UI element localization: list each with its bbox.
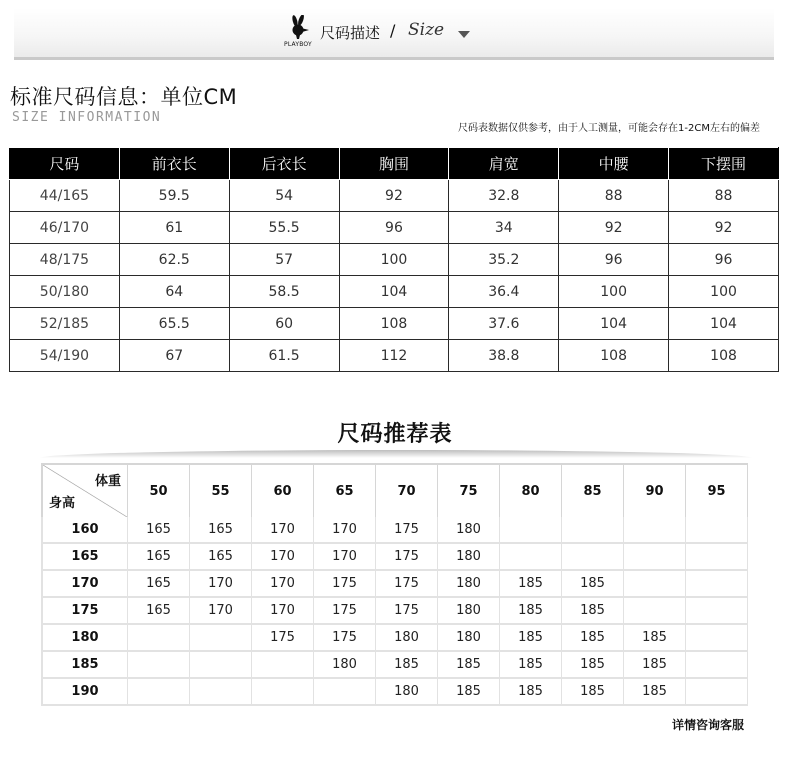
recommend-cell xyxy=(686,598,748,625)
table-cell: 34 xyxy=(449,212,559,244)
column-header: 后衣长 xyxy=(229,148,339,180)
table-cell: 32.8 xyxy=(449,180,559,212)
recommend-cell: 170 xyxy=(252,544,314,571)
recommend-cell xyxy=(190,679,252,706)
table-cell: 92 xyxy=(559,212,669,244)
size-info-subtitle: SIZE INFORMATION xyxy=(12,110,162,125)
recommend-cell: 185 xyxy=(562,598,624,625)
recommend-cell xyxy=(252,679,314,706)
recommend-cell: 165 xyxy=(128,571,190,598)
recommend-cell xyxy=(500,544,562,571)
size-table xyxy=(9,147,779,372)
weight-header: 80 xyxy=(500,463,562,517)
table-row xyxy=(10,276,779,308)
recommend-title: 尺码推荐表 xyxy=(337,422,453,447)
recommend-cell xyxy=(190,625,252,652)
recommend-cell xyxy=(686,625,748,652)
recommend-cell: 185 xyxy=(500,625,562,652)
recommend-cell xyxy=(128,625,190,652)
customer-service-note: 详情咨询客服 xyxy=(671,718,744,732)
table-cell: 44/165 xyxy=(10,180,120,212)
table-cell: 67 xyxy=(119,340,229,372)
table-cell: 92 xyxy=(669,212,779,244)
weight-header: 70 xyxy=(376,463,438,517)
chevron-down-icon xyxy=(458,31,470,38)
table-cell: 36.4 xyxy=(449,276,559,308)
recommend-cell: 185 xyxy=(562,652,624,679)
recommend-row xyxy=(41,625,748,652)
recommend-cell xyxy=(252,652,314,679)
recommend-table xyxy=(41,463,748,706)
recommend-cell: 170 xyxy=(314,517,376,544)
recommend-cell: 185 xyxy=(562,625,624,652)
table-row xyxy=(10,340,779,372)
table-cell: 112 xyxy=(339,340,449,372)
table-cell: 104 xyxy=(559,308,669,340)
recommend-cell: 165 xyxy=(190,517,252,544)
weight-header: 75 xyxy=(438,463,500,517)
table-cell: 58.5 xyxy=(229,276,339,308)
recommend-cell: 175 xyxy=(314,625,376,652)
height-axis-label: 身高 xyxy=(49,496,76,511)
recommend-row xyxy=(41,679,748,706)
size-info-title: 标准尺码信息：单位CM xyxy=(10,85,238,109)
column-header: 肩宽 xyxy=(449,148,559,180)
recommend-cell: 170 xyxy=(252,598,314,625)
recommend-cell: 180 xyxy=(438,544,500,571)
recommend-cell: 185 xyxy=(624,625,686,652)
height-header: 180 xyxy=(41,625,128,652)
column-header: 中腰 xyxy=(559,148,669,180)
recommend-cell xyxy=(562,517,624,544)
recommend-cell: 170 xyxy=(190,571,252,598)
table-cell: 64 xyxy=(119,276,229,308)
weight-header: 55 xyxy=(190,463,252,517)
recommend-cell: 180 xyxy=(376,625,438,652)
recommend-cell: 180 xyxy=(438,598,500,625)
table-cell: 88 xyxy=(559,180,669,212)
size-info-note: 尺码表数据仅供参考，由于人工测量，可能会存在1-2CM左右的偏差 xyxy=(458,123,760,134)
table-cell: 108 xyxy=(559,340,669,372)
recommend-cell xyxy=(624,544,686,571)
table-cell: 60 xyxy=(229,308,339,340)
table-cell: 62.5 xyxy=(119,244,229,276)
table-cell: 108 xyxy=(339,308,449,340)
recommend-cell: 175 xyxy=(376,517,438,544)
brand-logo-text: PLAYBOY xyxy=(284,41,312,48)
table-cell: 57 xyxy=(229,244,339,276)
weight-header: 95 xyxy=(686,463,748,517)
recommend-cell: 170 xyxy=(190,598,252,625)
recommend-cell: 170 xyxy=(314,544,376,571)
recommend-cell xyxy=(686,571,748,598)
banner-script-title: Size xyxy=(408,20,445,40)
table-cell: 61.5 xyxy=(229,340,339,372)
recommend-cell: 185 xyxy=(624,652,686,679)
recommend-cell: 165 xyxy=(128,517,190,544)
recommend-cell: 185 xyxy=(500,652,562,679)
recommend-cell xyxy=(500,517,562,544)
recommend-corner-cell xyxy=(41,463,128,517)
recommend-header-row xyxy=(41,463,748,517)
recommend-cell: 185 xyxy=(562,571,624,598)
recommend-cell: 185 xyxy=(376,652,438,679)
column-header: 下摆围 xyxy=(669,148,779,180)
table-cell: 37.6 xyxy=(449,308,559,340)
weight-header: 90 xyxy=(624,463,686,517)
recommend-cell xyxy=(128,652,190,679)
weight-header: 50 xyxy=(128,463,190,517)
table-cell: 50/180 xyxy=(10,276,120,308)
weight-header: 65 xyxy=(314,463,376,517)
recommend-cell: 170 xyxy=(252,517,314,544)
recommend-cell: 165 xyxy=(128,544,190,571)
recommend-cell xyxy=(314,679,376,706)
table-cell: 92 xyxy=(339,180,449,212)
recommend-cell: 185 xyxy=(624,679,686,706)
table-row xyxy=(10,244,779,276)
recommend-cell: 185 xyxy=(438,679,500,706)
recommend-cell: 185 xyxy=(562,679,624,706)
height-header: 165 xyxy=(41,544,128,571)
banner-title: 尺码描述 xyxy=(320,24,381,42)
banner-divider xyxy=(14,57,774,60)
recommend-row xyxy=(41,517,748,544)
recommend-cell: 165 xyxy=(190,544,252,571)
recommend-cell xyxy=(624,517,686,544)
recommend-cell xyxy=(686,679,748,706)
recommend-cell: 185 xyxy=(500,571,562,598)
recommend-cell: 175 xyxy=(314,571,376,598)
column-header: 尺码 xyxy=(10,148,120,180)
height-header: 185 xyxy=(41,652,128,679)
table-cell: 52/185 xyxy=(10,308,120,340)
weight-axis-label: 体重 xyxy=(94,474,121,489)
table-cell: 48/175 xyxy=(10,244,120,276)
table-cell: 108 xyxy=(669,340,779,372)
recommend-cell xyxy=(128,679,190,706)
recommend-cell: 165 xyxy=(128,598,190,625)
table-cell: 38.8 xyxy=(449,340,559,372)
table-cell: 59.5 xyxy=(119,180,229,212)
size-table-header-row xyxy=(10,148,779,180)
table-row xyxy=(10,180,779,212)
recommend-cell xyxy=(190,652,252,679)
recommend-cell: 170 xyxy=(252,571,314,598)
table-cell: 96 xyxy=(559,244,669,276)
table-cell: 61 xyxy=(119,212,229,244)
recommend-cell xyxy=(686,544,748,571)
table-cell: 100 xyxy=(669,276,779,308)
recommend-cell: 175 xyxy=(376,598,438,625)
recommend-row xyxy=(41,571,748,598)
height-header: 190 xyxy=(41,679,128,706)
recommend-row xyxy=(41,544,748,571)
recommend-cell xyxy=(562,544,624,571)
recommend-cell xyxy=(624,571,686,598)
recommend-cell: 175 xyxy=(376,544,438,571)
recommend-cell xyxy=(624,598,686,625)
banner-slash: / xyxy=(390,21,396,40)
recommend-cell: 180 xyxy=(438,625,500,652)
table-cell: 96 xyxy=(339,212,449,244)
recommend-cell: 175 xyxy=(252,625,314,652)
table-cell: 54/190 xyxy=(10,340,120,372)
recommend-cell: 185 xyxy=(500,598,562,625)
recommend-cell: 185 xyxy=(438,652,500,679)
recommend-cell: 185 xyxy=(500,679,562,706)
table-cell: 88 xyxy=(669,180,779,212)
table-row xyxy=(10,212,779,244)
recommend-cell: 180 xyxy=(376,679,438,706)
recommend-cell: 175 xyxy=(376,571,438,598)
recommend-cell xyxy=(686,517,748,544)
column-header: 前衣长 xyxy=(119,148,229,180)
table-cell: 55.5 xyxy=(229,212,339,244)
table-cell: 100 xyxy=(339,244,449,276)
recommend-cell xyxy=(686,652,748,679)
table-cell: 54 xyxy=(229,180,339,212)
column-header: 胸围 xyxy=(339,148,449,180)
height-header: 160 xyxy=(41,517,128,544)
table-cell: 96 xyxy=(669,244,779,276)
recommend-shadow-divider xyxy=(40,450,752,458)
recommend-cell: 180 xyxy=(438,517,500,544)
table-row xyxy=(10,308,779,340)
table-cell: 100 xyxy=(559,276,669,308)
recommend-row xyxy=(41,598,748,625)
table-cell: 46/170 xyxy=(10,212,120,244)
recommend-row xyxy=(41,652,748,679)
weight-header: 60 xyxy=(252,463,314,517)
recommend-cell: 180 xyxy=(314,652,376,679)
table-cell: 104 xyxy=(669,308,779,340)
height-header: 175 xyxy=(41,598,128,625)
table-cell: 35.2 xyxy=(449,244,559,276)
weight-header: 85 xyxy=(562,463,624,517)
height-header: 170 xyxy=(41,571,128,598)
recommend-cell: 180 xyxy=(438,571,500,598)
table-cell: 104 xyxy=(339,276,449,308)
recommend-cell: 175 xyxy=(314,598,376,625)
table-cell: 65.5 xyxy=(119,308,229,340)
